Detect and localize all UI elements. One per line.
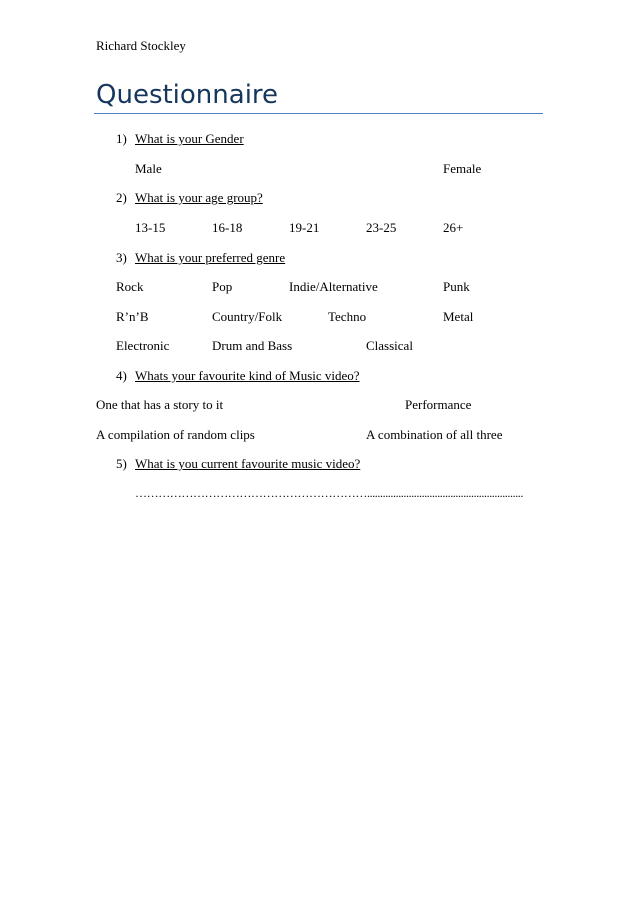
option-genre-rnb[interactable]: R’n’B [116,309,149,324]
option-genre-country-folk[interactable]: Country/Folk [212,309,283,324]
option-video-compilation[interactable]: A compilation of random clips [96,427,255,442]
question-5-number: 5) [116,456,127,471]
option-age-26-plus[interactable]: 26+ [443,220,464,235]
question-4-text: Whats your favourite kind of Music video? [135,368,360,383]
option-genre-metal[interactable]: Metal [443,309,474,324]
question-1-number: 1) [116,131,127,146]
question-5-text: What is you current favourite music video? [135,456,361,471]
option-age-19-21[interactable]: 19-21 [289,220,320,235]
option-video-story[interactable]: One that has a story to it [96,397,224,412]
option-genre-electronic[interactable]: Electronic [116,338,170,353]
option-genre-punk[interactable]: Punk [443,279,470,294]
option-genre-techno[interactable]: Techno [328,309,367,324]
option-age-16-18[interactable]: 16-18 [212,220,243,235]
page-title: Questionnaire [96,80,279,110]
option-genre-rock[interactable]: Rock [116,279,144,294]
answer-line-favourite-video[interactable]: ……………………………………………………............................................................ [135,486,524,500]
option-age-13-15[interactable]: 13-15 [135,220,166,235]
question-2-text: What is your age group? [135,190,263,205]
option-genre-classical[interactable]: Classical [366,338,413,353]
option-video-combination[interactable]: A combination of all three [366,427,503,442]
question-2-number: 2) [116,190,127,205]
question-3-text: What is your preferred genre [135,250,286,265]
title-underline [94,113,543,114]
question-3-number: 3) [116,250,127,265]
option-female[interactable]: Female [443,161,482,176]
option-age-23-25[interactable]: 23-25 [366,220,397,235]
option-genre-drum-and-bass[interactable]: Drum and Bass [212,338,293,353]
option-genre-pop[interactable]: Pop [212,279,233,294]
page-header-author: Richard Stockley [96,38,186,53]
option-male[interactable]: Male [135,161,162,176]
option-video-performance[interactable]: Performance [405,397,472,412]
question-1-text: What is your Gender [135,131,244,146]
option-genre-indie-alternative[interactable]: Indie/Alternative [289,279,378,294]
question-4-number: 4) [116,368,127,383]
